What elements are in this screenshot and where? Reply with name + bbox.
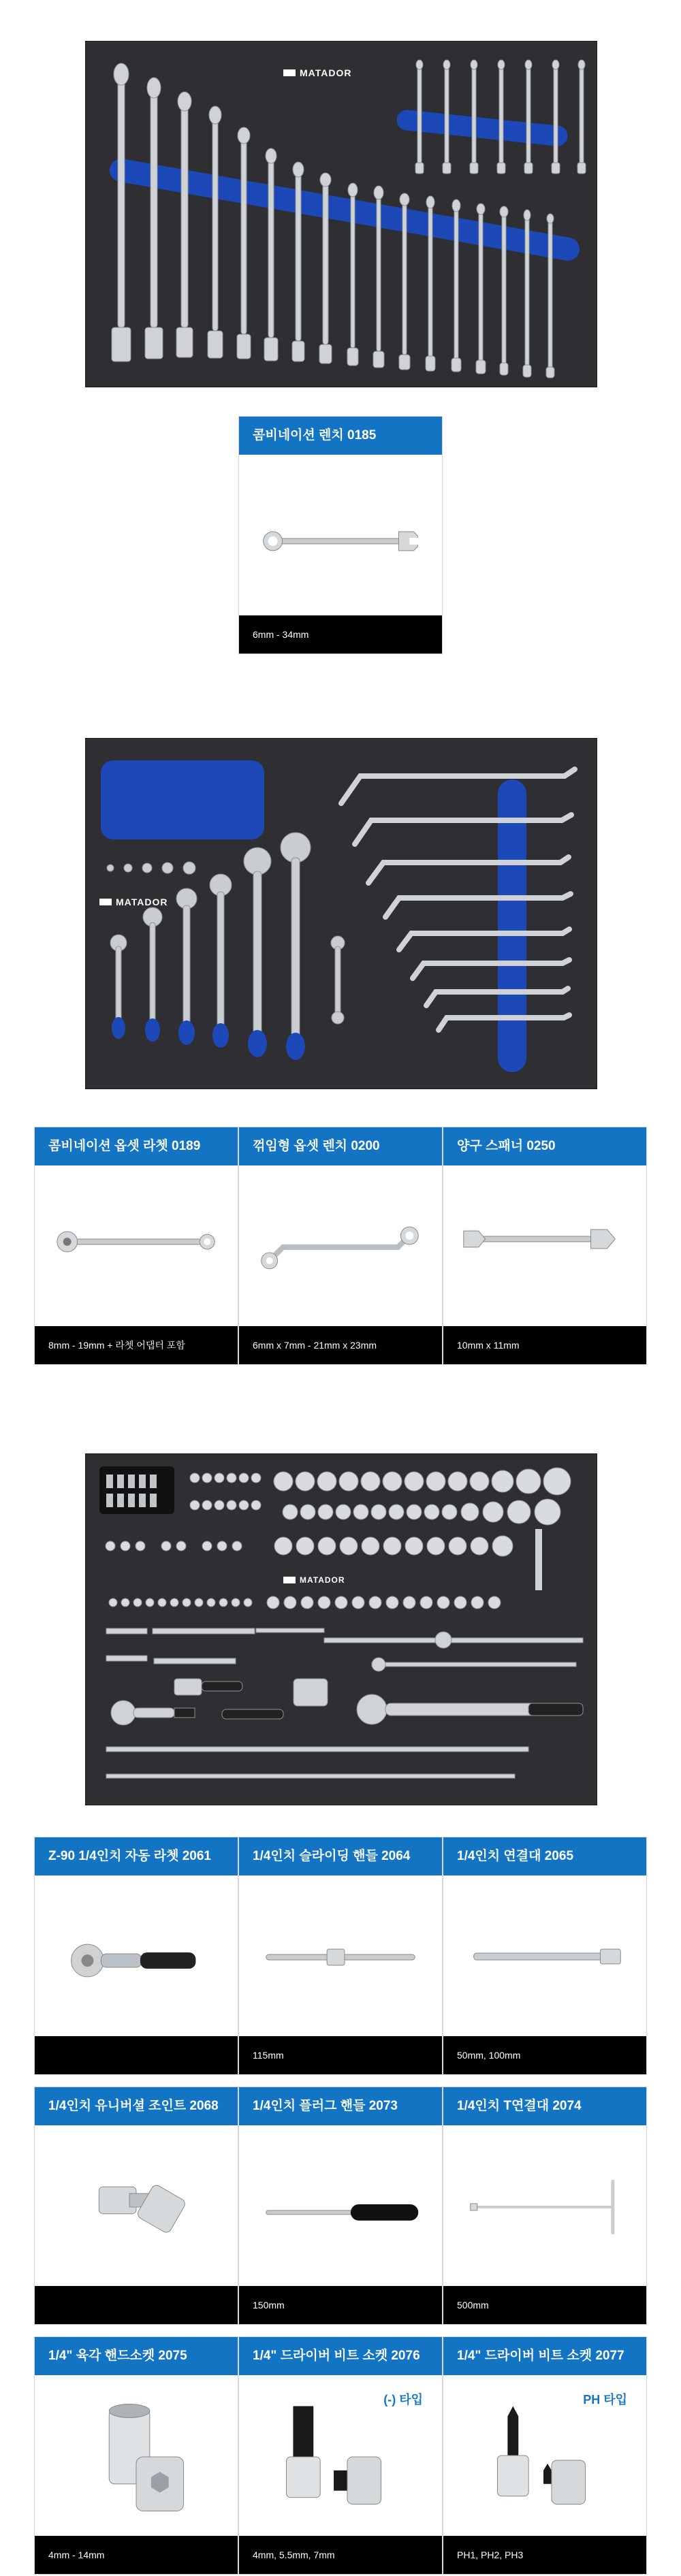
product-spec: 150mm bbox=[239, 2286, 442, 2324]
product-image bbox=[35, 1875, 238, 2038]
product-spec: 4mm, 5.5mm, 7mm bbox=[239, 2536, 442, 2574]
brand-logo bbox=[283, 1575, 345, 1585]
type-tag-slotted: (-) 타입 bbox=[383, 2393, 423, 2406]
tray-illustration bbox=[86, 739, 597, 1089]
product-image bbox=[35, 2125, 238, 2287]
product-card-2068 bbox=[34, 2087, 238, 2325]
sliding-t-handle-icon bbox=[239, 1875, 442, 2038]
product-image bbox=[443, 2375, 646, 2537]
product-title: 꺾임형 옵셋 렌치 0200 bbox=[239, 1127, 442, 1165]
brand-name: MATADOR bbox=[116, 897, 168, 907]
product-card-2077 bbox=[443, 2336, 647, 2575]
product-card-2073 bbox=[238, 2087, 443, 2325]
extension-bar-icon bbox=[443, 1875, 646, 2038]
offset-wrench-icon bbox=[239, 1165, 442, 1327]
product-image bbox=[239, 2125, 442, 2287]
universal-joint-icon bbox=[35, 2125, 238, 2287]
brand-logo bbox=[283, 67, 351, 78]
brand-mark-icon bbox=[283, 69, 296, 76]
product-title: 1/4인치 플러그 핸들 2073 bbox=[239, 2087, 442, 2125]
brand-name: MATADOR bbox=[300, 67, 352, 78]
product-title: 1/4" 드라이버 비트 소켓 2077 bbox=[443, 2337, 646, 2375]
product-spec bbox=[35, 2286, 238, 2324]
ratchet-wrench-icon bbox=[35, 1165, 238, 1327]
product-title: 콤비네이션 옵셋 라쳇 0189 bbox=[35, 1127, 238, 1165]
hex-socket-icon bbox=[35, 2375, 238, 2537]
brand-mark-icon bbox=[283, 1577, 296, 1583]
product-card-2065 bbox=[443, 1837, 647, 2075]
product-title: 1/4인치 T연결대 2074 bbox=[443, 2087, 646, 2125]
tray-image-combination-wrenches bbox=[85, 41, 597, 387]
product-title: 1/4" 드라이버 비트 소켓 2076 bbox=[239, 2337, 442, 2375]
product-spec: 4mm - 14mm bbox=[35, 2536, 238, 2574]
product-image bbox=[35, 2375, 238, 2537]
product-spec: 50mm, 100mm bbox=[443, 2036, 646, 2074]
tray-illustration bbox=[86, 42, 597, 387]
product-card-2074 bbox=[443, 2087, 647, 2325]
product-image bbox=[443, 2125, 646, 2287]
type-tag-phillips: PH 타입 bbox=[583, 2393, 627, 2406]
product-card-0200 bbox=[238, 1127, 443, 1365]
product-image bbox=[239, 455, 442, 617]
product-spec: 8mm - 19mm + 라쳇 어댑터 포함 bbox=[35, 1326, 238, 1364]
product-image bbox=[239, 1165, 442, 1327]
brand-mark-icon bbox=[99, 899, 112, 905]
product-title: 1/4인치 유니버셜 조인트 2068 bbox=[35, 2087, 238, 2125]
product-card-2061 bbox=[34, 1837, 238, 2075]
product-spec: 500mm bbox=[443, 2286, 646, 2324]
product-image bbox=[239, 2375, 442, 2537]
tray-illustration bbox=[86, 1454, 597, 1805]
t-bar-icon bbox=[443, 2125, 646, 2287]
product-title: 1/4인치 연결대 2065 bbox=[443, 1837, 646, 1875]
product-title: 1/4" 육각 핸드소켓 2075 bbox=[35, 2337, 238, 2375]
product-card-0250 bbox=[443, 1127, 647, 1365]
product-card-2076 bbox=[238, 2336, 443, 2575]
product-title: 양구 스패너 0250 bbox=[443, 1127, 646, 1165]
combination-wrench-icon bbox=[239, 455, 442, 617]
product-title: Z-90 1/4인치 자동 라쳇 2061 bbox=[35, 1837, 238, 1875]
product-spec bbox=[35, 2036, 238, 2074]
spinner-handle-icon bbox=[239, 2125, 442, 2287]
product-title: 콤비네이션 렌치 0185 bbox=[239, 417, 442, 455]
product-card-0189 bbox=[34, 1127, 238, 1365]
ratchet-icon bbox=[35, 1875, 238, 2038]
product-image bbox=[443, 1165, 646, 1327]
product-title: 1/4인치 슬라이딩 핸들 2064 bbox=[239, 1837, 442, 1875]
product-card-0185 bbox=[238, 416, 443, 654]
product-image bbox=[35, 1165, 238, 1327]
product-spec: 6mm - 34mm bbox=[239, 615, 442, 654]
open-end-spanner-icon bbox=[443, 1165, 646, 1327]
product-card-2064 bbox=[238, 1837, 443, 2075]
brand-name: MATADOR bbox=[300, 1575, 345, 1585]
brand-logo bbox=[99, 897, 168, 907]
tray-image-offset-wrenches bbox=[85, 738, 597, 1089]
product-spec: 10mm x 11mm bbox=[443, 1326, 646, 1364]
product-spec: 115mm bbox=[239, 2036, 442, 2074]
product-card-2075 bbox=[34, 2336, 238, 2575]
tray-image-socket-set bbox=[85, 1453, 597, 1805]
product-spec: PH1, PH2, PH3 bbox=[443, 2536, 646, 2574]
product-image bbox=[443, 1875, 646, 2038]
product-image bbox=[239, 1875, 442, 2038]
product-spec: 6mm x 7mm - 21mm x 23mm bbox=[239, 1326, 442, 1364]
